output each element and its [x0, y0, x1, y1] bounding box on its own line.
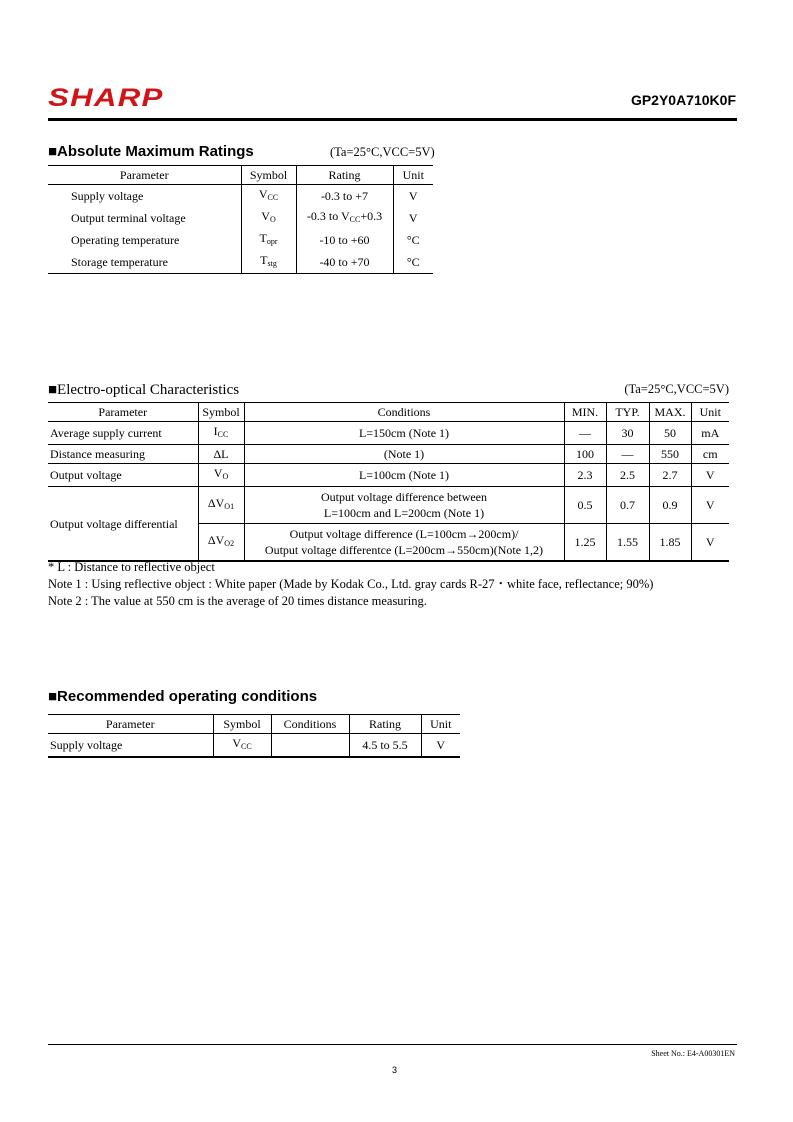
rating-cell	[296, 207, 393, 229]
model-number: GP2Y0A710K0F	[630, 92, 736, 108]
symbol-sub: CC	[241, 742, 252, 751]
min-cell: 2.3	[564, 464, 606, 487]
table-row	[48, 207, 433, 229]
rating-cell: -10 to +60	[296, 229, 393, 251]
param-cell: Output terminal voltage	[71, 211, 186, 225]
param-cell: Distance measuring	[50, 447, 145, 461]
min-cell: —	[564, 422, 606, 445]
col-symbol: Symbol	[241, 166, 296, 185]
unit-cell: °C	[393, 251, 433, 274]
col-rating: Rating	[296, 166, 393, 185]
note-line: Note 1 : Using reflective object : White paper (Made by Kodak Co., Ltd. gray cards R-27・white face, reflectance; 90%)	[48, 577, 654, 591]
param-cell: Average supply current	[50, 426, 162, 440]
col-parameter: Parameter	[48, 403, 198, 422]
eo-notes	[48, 559, 653, 610]
typ-cell: 30	[606, 422, 649, 445]
symbol-cell	[241, 229, 296, 251]
typ-cell: 1.55	[606, 524, 649, 562]
symbol-cell	[241, 185, 296, 208]
symbol-text: I	[213, 424, 218, 438]
col-symbol: Symbol	[198, 403, 244, 422]
table-row	[48, 487, 729, 524]
sharp-logo: SHARP	[48, 84, 164, 112]
col-unit: Unit	[421, 715, 460, 734]
col-unit: Unit	[691, 403, 729, 422]
unit-cell: mA	[691, 422, 729, 445]
rating-text-2: +0.3	[360, 209, 383, 223]
table-row	[48, 422, 729, 445]
col-max: MAX.	[649, 403, 691, 422]
col-parameter: Parameter	[48, 715, 213, 734]
sheet-number: Sheet No.: E4-A00301EN	[651, 1049, 735, 1058]
unit-cell: °C	[393, 229, 433, 251]
rating-sub: CC	[349, 215, 361, 224]
typ-cell: 0.7	[606, 487, 649, 524]
page-number: 3	[392, 1065, 398, 1075]
conditions-line: Output voltage difference between	[320, 490, 488, 504]
rating-cell: -40 to +70	[296, 251, 393, 274]
param-cell: Operating temperature	[71, 233, 180, 247]
symbol-text: V	[232, 736, 241, 750]
table-row	[48, 229, 433, 251]
symbol-text: V	[213, 466, 223, 480]
eo-table	[48, 402, 729, 562]
conditions-cell: (Note 1)	[244, 445, 564, 464]
footer-rule	[48, 1044, 737, 1045]
symbol-sub: O	[222, 472, 229, 481]
conditions-cell	[271, 734, 349, 758]
conditions-line: Output voltage difference (L=100cm→200cm)/	[289, 527, 519, 541]
min-cell: 1.25	[564, 524, 606, 562]
table-row	[48, 185, 433, 208]
eo-condition: (Ta=25°C,VCC=5V)	[624, 382, 729, 396]
rating-text: -0.3 to V	[306, 209, 350, 223]
symbol-sub: O1	[224, 502, 235, 511]
max-cell: 50	[649, 422, 691, 445]
symbol-sub: O	[269, 215, 276, 224]
max-cell: 0.9	[649, 487, 691, 524]
unit-cell: V	[393, 185, 433, 208]
abs-max-table	[48, 165, 433, 274]
note-line: * L : Distance to reflective object	[48, 560, 215, 574]
rating-cell: 4.5 to 5.5	[349, 734, 421, 758]
eo-title: ■Electro-optical Characteristics	[48, 382, 240, 398]
symbol-cell	[198, 464, 244, 487]
symbol-sub: opr	[266, 237, 278, 246]
table-row	[48, 445, 729, 464]
min-cell: 100	[564, 445, 606, 464]
symbol-text: ΔV	[207, 533, 225, 547]
param-cell: Output voltage	[50, 468, 122, 482]
symbol-sub: CC	[217, 430, 229, 439]
symbol-cell	[198, 422, 244, 445]
symbol-cell	[198, 524, 244, 562]
symbol-text: V	[258, 187, 268, 201]
col-parameter: Parameter	[48, 166, 241, 185]
rating-cell: -0.3 to +7	[296, 185, 393, 208]
symbol-text: ΔL	[213, 447, 229, 461]
symbol-text: ΔV	[207, 496, 225, 510]
conditions-cell	[244, 487, 564, 524]
unit-cell: V	[691, 464, 729, 487]
unit-cell: V	[421, 734, 460, 758]
symbol-sub: stg	[267, 259, 277, 268]
col-min: MIN.	[564, 403, 606, 422]
table-row	[48, 251, 433, 274]
min-cell: 0.5	[564, 487, 606, 524]
param-cell: Supply voltage	[71, 189, 144, 203]
param-cell: Output voltage differential	[48, 487, 198, 562]
col-rating: Rating	[349, 715, 421, 734]
abs-max-condition: (Ta=25°C,VCC=5V)	[330, 145, 435, 159]
symbol-text: T	[259, 231, 267, 245]
max-cell: 2.7	[649, 464, 691, 487]
col-conditions: Conditions	[244, 403, 564, 422]
rec-title: ■Recommended operating conditions	[48, 688, 318, 705]
note-line: Note 2 : The value at 550 cm is the average of 20 times distance measuring.	[48, 594, 427, 608]
unit-cell: cm	[691, 445, 729, 464]
conditions-line: L=100cm and L=200cm (Note 1)	[323, 506, 485, 520]
symbol-sub: CC	[267, 193, 279, 202]
conditions-cell: L=150cm (Note 1)	[244, 422, 564, 445]
table-header-row	[48, 403, 729, 422]
typ-cell: 2.5	[606, 464, 649, 487]
param-cell: Supply voltage	[50, 738, 123, 752]
col-symbol: Symbol	[213, 715, 271, 734]
symbol-sub: O2	[224, 539, 235, 548]
symbol-text: V	[261, 209, 270, 223]
symbol-cell	[213, 734, 271, 758]
symbol-cell	[198, 445, 244, 464]
symbol-cell	[241, 251, 296, 274]
table-header-row	[48, 715, 460, 734]
table-row	[48, 734, 460, 758]
table-header-row	[48, 166, 433, 185]
symbol-cell	[198, 487, 244, 524]
unit-cell: V	[691, 487, 729, 524]
col-typ: TYP.	[606, 403, 649, 422]
max-cell: 1.85	[649, 524, 691, 562]
param-cell: Storage temperature	[71, 255, 168, 269]
typ-cell: —	[606, 445, 649, 464]
conditions-cell: L=100cm (Note 1)	[244, 464, 564, 487]
col-unit: Unit	[393, 166, 433, 185]
col-conditions: Conditions	[271, 715, 349, 734]
abs-max-title: ■Absolute Maximum Ratings	[48, 143, 254, 160]
rec-table	[48, 714, 460, 758]
unit-cell: V	[393, 207, 433, 229]
unit-cell: V	[691, 524, 729, 562]
symbol-cell	[241, 207, 296, 229]
conditions-line: Output voltage differentce (L=200cm→550cm)(Note 1,2)	[264, 543, 544, 557]
conditions-cell	[244, 524, 564, 562]
header-rule	[48, 118, 737, 121]
symbol-text: T	[260, 253, 268, 267]
table-row	[48, 464, 729, 487]
max-cell: 550	[649, 445, 691, 464]
